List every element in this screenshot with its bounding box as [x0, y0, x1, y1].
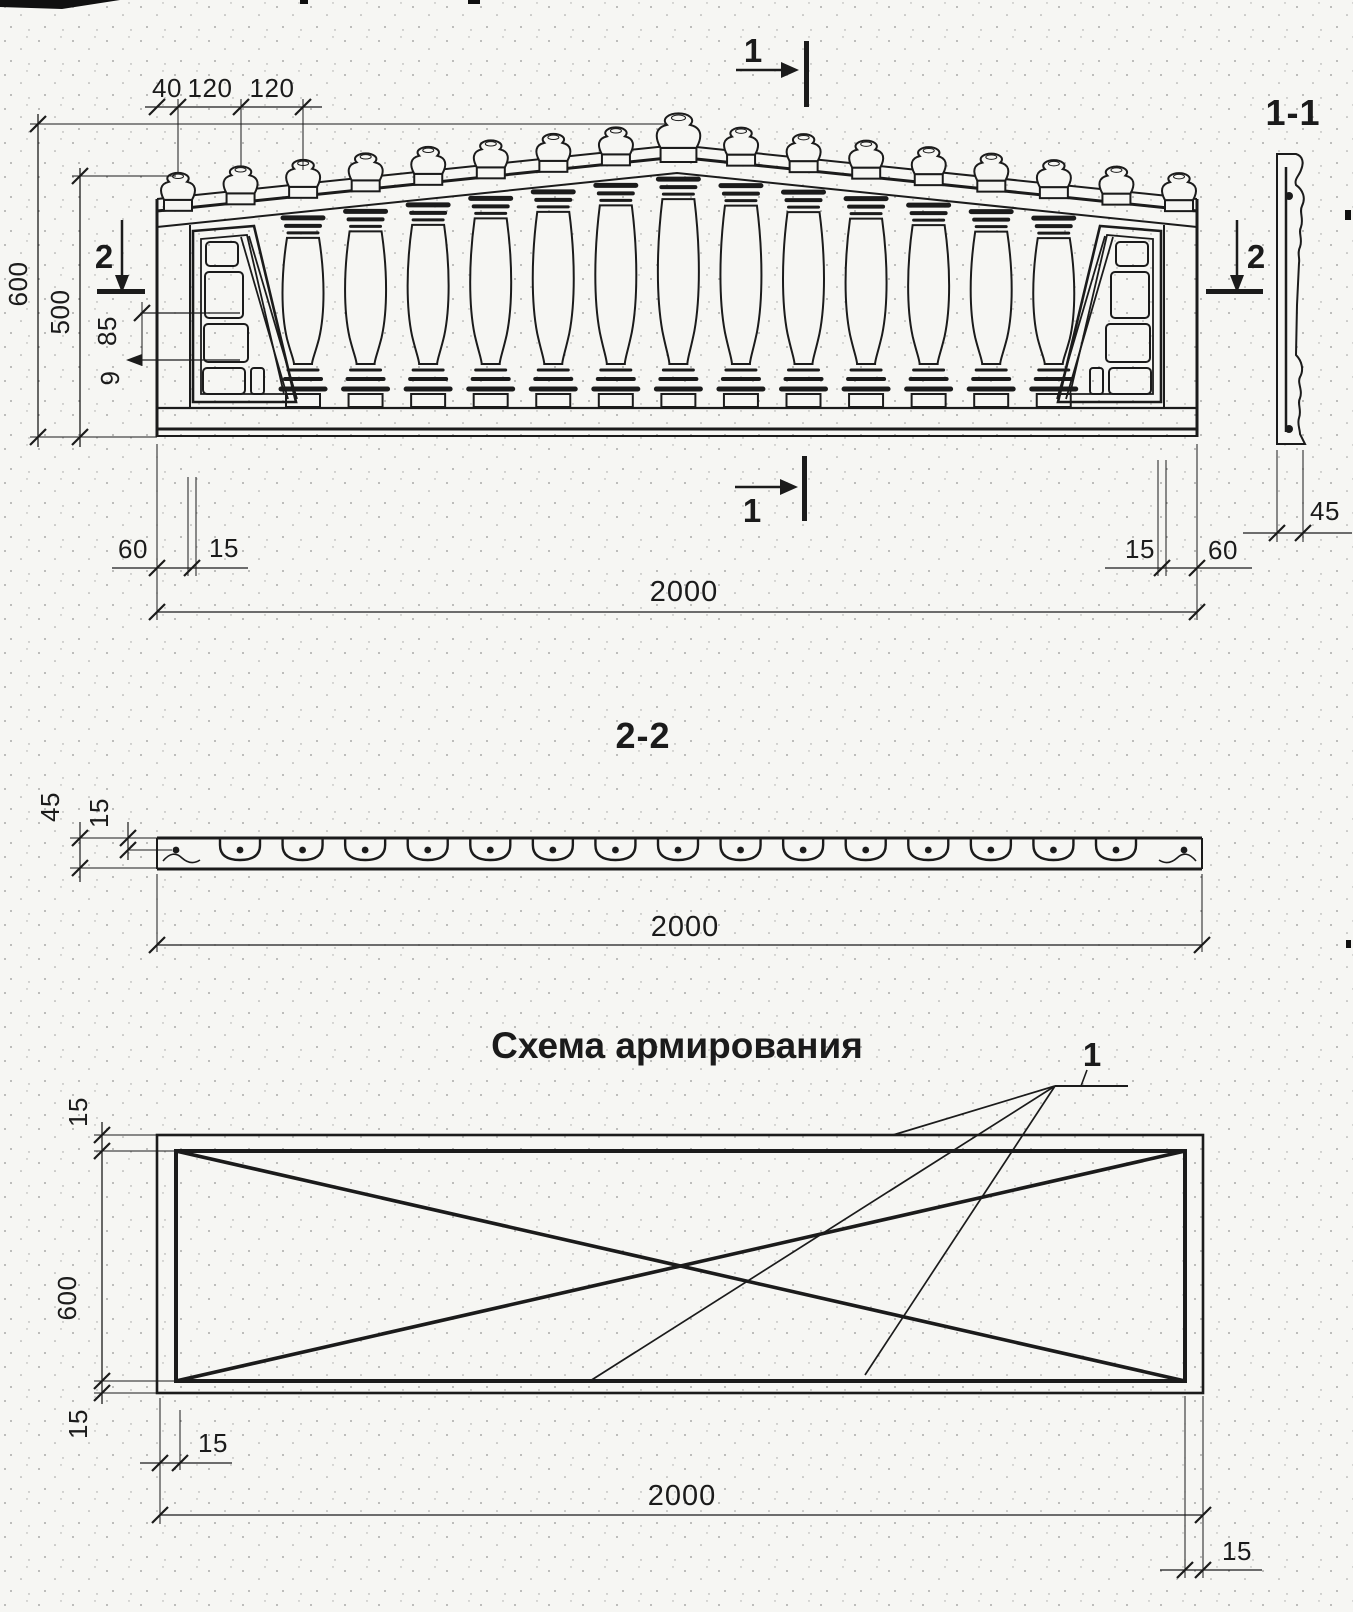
section-mark-label: 2: [94, 238, 114, 275]
baluster: [281, 218, 325, 407]
section-mark-label: 1: [743, 32, 763, 69]
dim-label-40: 40: [152, 73, 182, 103]
dim-label-120b: 120: [249, 73, 295, 103]
section-2-2-title: 2-2: [615, 715, 671, 756]
dim-label-45: 45: [35, 792, 65, 822]
dim-label-85: 85: [92, 316, 122, 346]
dim-label-500: 500: [45, 289, 75, 335]
dim-label-15: 15: [84, 798, 114, 828]
bar-label: 1: [1082, 1036, 1102, 1073]
dim-label-45: 45: [1310, 496, 1340, 526]
section-mark-label: 2: [1246, 238, 1266, 275]
dim-label-9: 9: [95, 370, 125, 386]
dim-label-60-right: 60: [1208, 535, 1238, 565]
baluster: [344, 211, 388, 407]
dim-label-15-top: 15: [63, 1097, 93, 1127]
dim-label-15-left: 15: [209, 533, 239, 563]
section-mark-label: 1: [742, 492, 762, 529]
dim-label-60-left: 60: [118, 534, 148, 564]
scheme-title: Схема армирования: [491, 1025, 863, 1066]
rebar-dot: [1285, 192, 1293, 200]
dim-label-15-right: 15: [1222, 1536, 1252, 1566]
baluster: [969, 212, 1013, 407]
dim-label-2000: 2000: [647, 1480, 717, 1512]
dim-label-15-left: 15: [198, 1428, 228, 1458]
rebar-dot: [1285, 425, 1293, 433]
dim-label-600: 600: [3, 261, 33, 307]
dim-label-2000: 2000: [649, 576, 719, 608]
dim-label-15-right: 15: [1125, 534, 1155, 564]
dim-label-15-bottom: 15: [63, 1409, 93, 1439]
baluster: [1032, 218, 1076, 407]
dim-label-2000: 2000: [650, 911, 720, 943]
dim-label-120a: 120: [187, 73, 233, 103]
dim-label-600: 600: [52, 1275, 82, 1321]
section-1-1-title: 1-1: [1265, 92, 1321, 133]
